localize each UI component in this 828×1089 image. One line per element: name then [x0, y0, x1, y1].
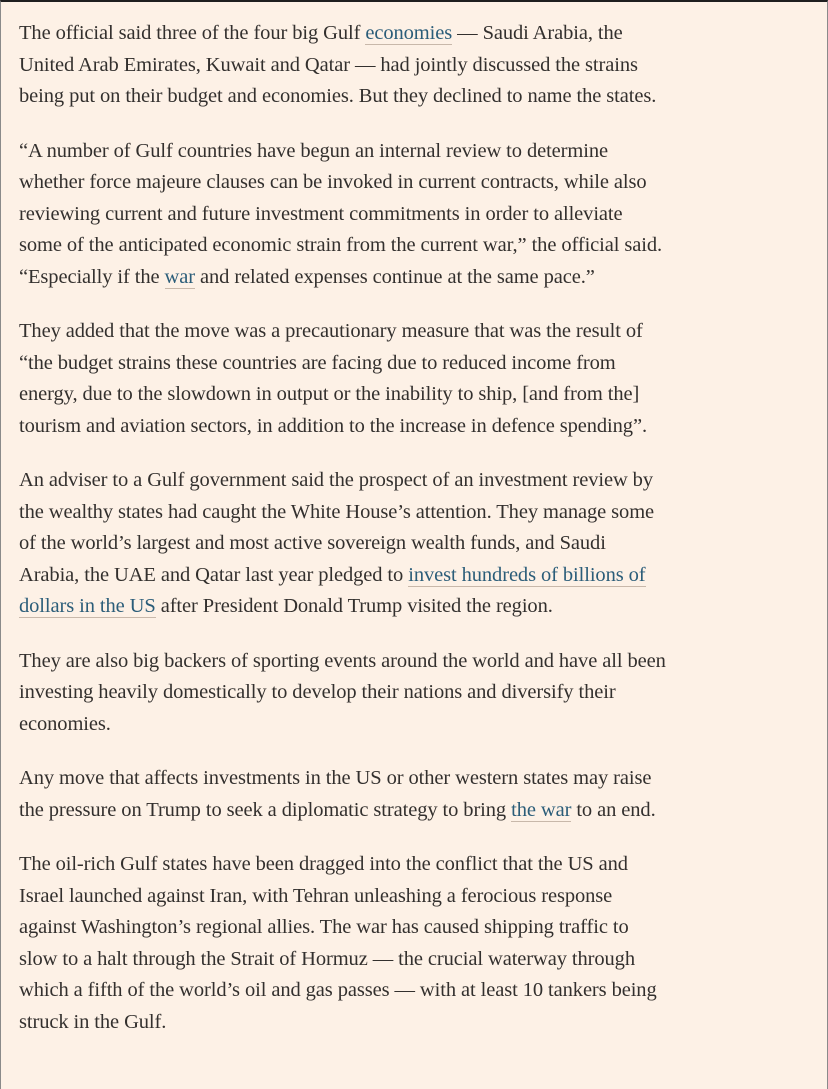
inline-link[interactable]: the war [511, 798, 572, 821]
text-segment: reviewing current and future investment commitments in order to alleviate [19, 202, 623, 225]
text-segment: They are also big backers of sporting events around the world and have all been [19, 649, 666, 672]
text-segment: The official said three of the four big Gulf [19, 22, 366, 44]
text-segment: which a fifth of the world’s oil and gas passes — with at least 10 tankers being [19, 979, 657, 1001]
text-segment: of the world’s largest and most active sovereign wealth funds, and Saudi [19, 532, 606, 554]
text-line [19, 528, 819, 560]
text-line [19, 944, 819, 976]
article-paragraph [19, 646, 819, 741]
text-line [19, 379, 819, 411]
text-segment: “A number of Gulf countries have begun an internal review to determine [19, 139, 609, 162]
text-line [19, 199, 819, 231]
text-line [19, 497, 819, 529]
article-paragraph [19, 763, 819, 826]
text-line [19, 591, 819, 623]
text-line [19, 136, 819, 168]
text-line [19, 167, 819, 199]
article-paragraph [19, 849, 819, 1038]
text-segment: after President Donald Trump visited the region. [155, 595, 553, 617]
text-segment: Arabia, the UAE and Qatar last year pledged to [19, 563, 409, 586]
text-segment: whether force majeure clauses can be invoked in current contracts, while also [19, 171, 647, 193]
text-segment: some of the anticipated economic strain from the current war,” the official said. [19, 234, 663, 256]
text-segment: Any move that affects investments in the US or other western states may raise [19, 767, 652, 789]
text-segment: energy, due to the slowdown in output or the inability to ship, [and from the] [19, 383, 640, 405]
text-segment: the wealthy states had caught the White House’s attention. They manage some [19, 500, 655, 523]
text-line [19, 881, 819, 913]
text-segment: “the budget strains these countries are facing due to reduced income from [19, 351, 616, 374]
text-line [19, 18, 819, 50]
text-segment: against Washington’s regional allies. The war has caused shipping traffic to [19, 916, 629, 938]
text-line [19, 795, 819, 827]
text-line [19, 1007, 819, 1039]
text-line [19, 411, 819, 443]
text-line [19, 646, 819, 678]
article-paragraph [19, 316, 819, 442]
text-line [19, 465, 819, 497]
text-segment: The oil-rich Gulf states have been dragged into the conflict that the US and [19, 853, 628, 875]
text-segment: They added that the move was a precautionary measure that was the result of [19, 320, 643, 342]
article-paragraph [19, 136, 819, 294]
text-segment: tourism and aviation sectors, in addition to the increase in defence spending”. [19, 414, 647, 437]
text-line [19, 560, 819, 592]
text-line [19, 348, 819, 380]
text-segment: and related expenses continue at the same pace.” [194, 265, 595, 288]
text-segment: the pressure on Trump to seek a diplomatic strategy to bring [19, 798, 512, 821]
text-line [19, 81, 819, 113]
text-segment: being put on their budget and economies. But they declined to name the states. [19, 85, 657, 107]
text-segment: An adviser to a Gulf government said the prospect of an investment review by [19, 469, 653, 491]
text-line [19, 50, 819, 82]
text-segment: — Saudi Arabia, the [452, 22, 623, 44]
text-line [19, 677, 819, 709]
text-segment: “Especially if the [19, 265, 165, 288]
text-line [19, 849, 819, 881]
text-line [19, 316, 819, 348]
text-line [19, 975, 819, 1007]
text-segment: Israel launched against Iran, with Tehran unleashing a ferocious response [19, 884, 613, 907]
text-segment: investing heavily domestically to develop their nations and diversify their [19, 681, 616, 703]
text-line [19, 262, 819, 294]
article-paragraph [19, 18, 819, 113]
text-segment: to an end. [571, 798, 656, 821]
text-line [19, 230, 819, 262]
inline-link[interactable]: invest hundreds of billions of [408, 563, 646, 586]
inline-link[interactable]: dollars in the US [19, 595, 156, 617]
inline-link[interactable]: war [164, 265, 195, 288]
article-paragraph [19, 465, 819, 623]
inline-link[interactable]: economies [365, 22, 453, 44]
text-segment: United Arab Emirates, Kuwait and Qatar — had jointly discussed the strains [19, 53, 638, 76]
text-line [19, 912, 819, 944]
text-segment: economies. [19, 712, 111, 735]
text-line [19, 763, 819, 795]
text-segment: struck in the Gulf. [19, 1010, 167, 1033]
article-body [19, 18, 819, 1061]
text-segment: slow to a halt through the Strait of Hormuz — the crucial waterway through [19, 947, 635, 970]
text-line [19, 709, 819, 741]
